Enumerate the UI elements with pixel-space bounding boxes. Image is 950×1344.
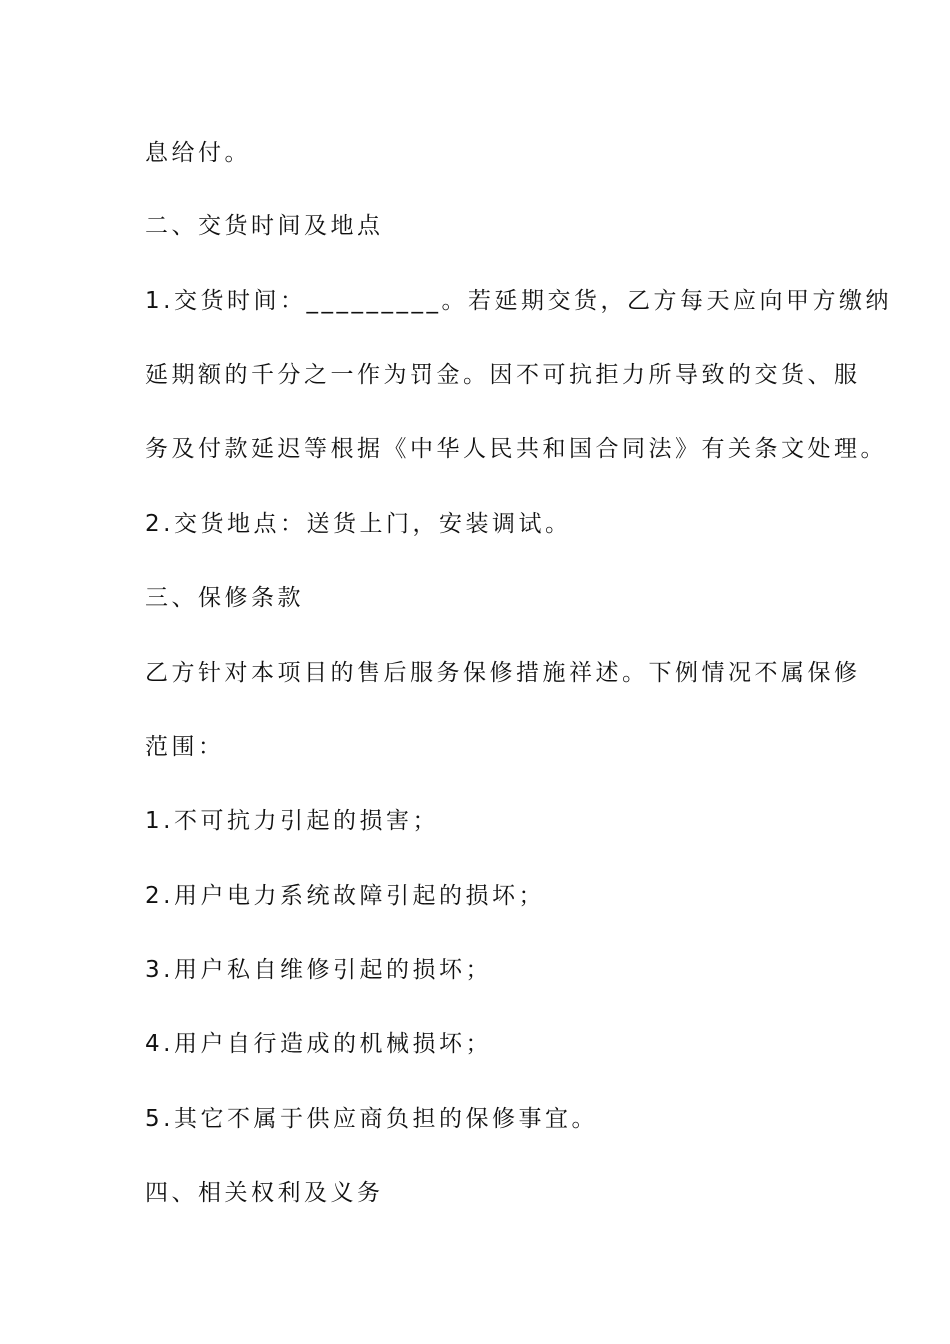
list-item: 3.用户私自维修引起的损坏；: [145, 957, 492, 983]
list-item: 5.其它不属于供应商负担的保修事宜。: [145, 1106, 598, 1132]
text-line: 1.交货时间：_________。若延期交货，乙方每天应向甲方缴纳: [145, 288, 892, 314]
list-item: 1.不可抗力引起的损害；: [145, 808, 439, 834]
text-line: 乙方针对本项目的售后服务保修措施祥述。下例情况不属保修: [145, 660, 861, 686]
section-heading: 四、相关权利及义务: [145, 1180, 384, 1206]
text-line: 范围：: [145, 734, 225, 760]
text-line: 息给付。: [145, 140, 251, 166]
list-item: 4.用户自行造成的机械损坏；: [145, 1031, 492, 1057]
section-heading: 三、保修条款: [145, 585, 304, 611]
text-line: 延期额的千分之一作为罚金。因不可抗拒力所导致的交货、服: [145, 362, 861, 388]
section-heading: 二、交货时间及地点: [145, 213, 384, 239]
text-line: 务及付款延迟等根据《中华人民共和国合同法》有关条文处理。: [145, 436, 887, 462]
list-item: 2.用户电力系统故障引起的损坏；: [145, 883, 545, 909]
text-line: 2.交货地点：送货上门，安装调试。: [145, 511, 572, 537]
